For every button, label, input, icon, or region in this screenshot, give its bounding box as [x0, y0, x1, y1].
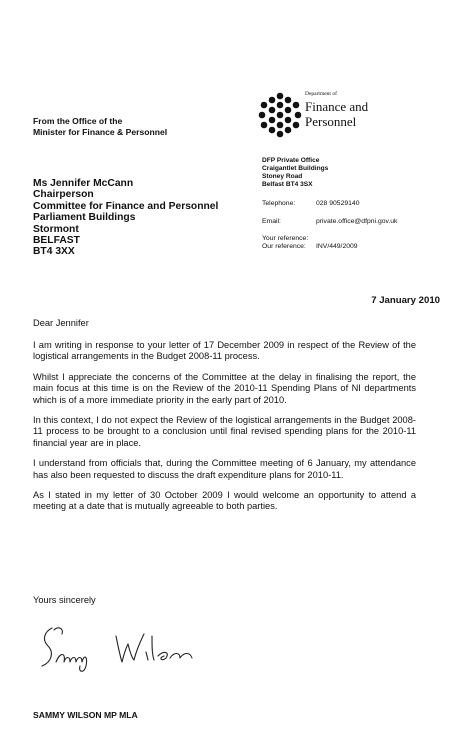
body-paragraph: In this context, I do not expect the Review of the logistical arrangements in the Budget 2008-11 process to be brought to a conclusion until final revised spending plans for the 2010-11 financial year are in place.	[33, 415, 416, 448]
sender-line: From the Office of the	[33, 116, 123, 126]
sender-line: Minister for Finance & Personnel	[33, 126, 168, 137]
sender-office-block	[33, 116, 167, 137]
body-paragraph: I understand from officials that, during the Committee meeting of 6 January, my attendance has also been requested to discuss the draft expenditure plans for 2010-11.	[33, 458, 416, 480]
body-paragraph: I am writing in response to your letter of 17 December 2009 in respect of the Review of the logistical arrangements in the Budget 2008-11 process.	[33, 340, 416, 362]
email-value[interactable]: private.office@dfpni.gov.uk	[316, 217, 398, 225]
telephone-row	[262, 200, 397, 208]
letter-date: 7 January 2010	[371, 295, 440, 306]
recipient-address	[33, 178, 218, 258]
address-line: Stoney Road	[262, 173, 303, 180]
address-line: Belfast BT4 3SX	[262, 181, 313, 188]
logo-name-line: Finance and	[305, 99, 369, 114]
contact-details	[262, 200, 397, 251]
office-address	[262, 157, 328, 189]
letter-body	[33, 318, 416, 522]
logo-department-label: Department of	[305, 91, 337, 97]
signatory-name: SAMMY WILSON MP MLA	[33, 710, 138, 720]
telephone-value: 028 90529140	[316, 200, 360, 207]
recipient-line: BT4 3XX	[33, 246, 75, 258]
handwritten-signature	[40, 622, 200, 674]
department-logo-icon	[258, 92, 303, 138]
logo-department-name	[305, 100, 368, 129]
recipient-line: BELFAST	[33, 235, 80, 247]
recipient-line: Committee for Finance and Personnel	[33, 200, 219, 212]
logo-name-line: Personnel	[305, 113, 357, 129]
our-reference-label: Our reference:	[262, 243, 306, 251]
our-reference-row	[262, 243, 397, 251]
recipient-line: Stormont	[33, 223, 79, 235]
telephone-label: Telephone:	[262, 200, 296, 207]
email-label: Email:	[262, 217, 281, 225]
sign-off: Yours sincerely	[33, 595, 96, 605]
your-reference-label: Your reference:	[262, 235, 309, 243]
body-paragraph: As I stated in my letter of 30 October 2009 I would welcome an opportunity to attend a meeting at a date that is mutually agreeable to both parties.	[33, 490, 416, 512]
address-line: Craigantlet Buildings	[262, 165, 329, 172]
address-line: DFP Private Office	[262, 157, 320, 164]
recipient-line: Chairperson	[33, 189, 94, 201]
our-reference-value: INV/449/2009	[316, 243, 358, 251]
salutation: Dear Jennifer	[33, 318, 89, 328]
your-reference-row	[262, 235, 397, 243]
email-row	[262, 218, 397, 226]
body-paragraph: Whilst I appreciate the concerns of the Committee at the delay in finalising the report, the main focus at this time is on the Review of the 2010-11 Spending Plans of NI departments which is of a more immediate priority in the early part of 2010.	[33, 372, 416, 405]
recipient-line: Ms Jennifer McCann	[33, 178, 134, 189]
recipient-line: Parliament Buildings	[33, 212, 136, 224]
